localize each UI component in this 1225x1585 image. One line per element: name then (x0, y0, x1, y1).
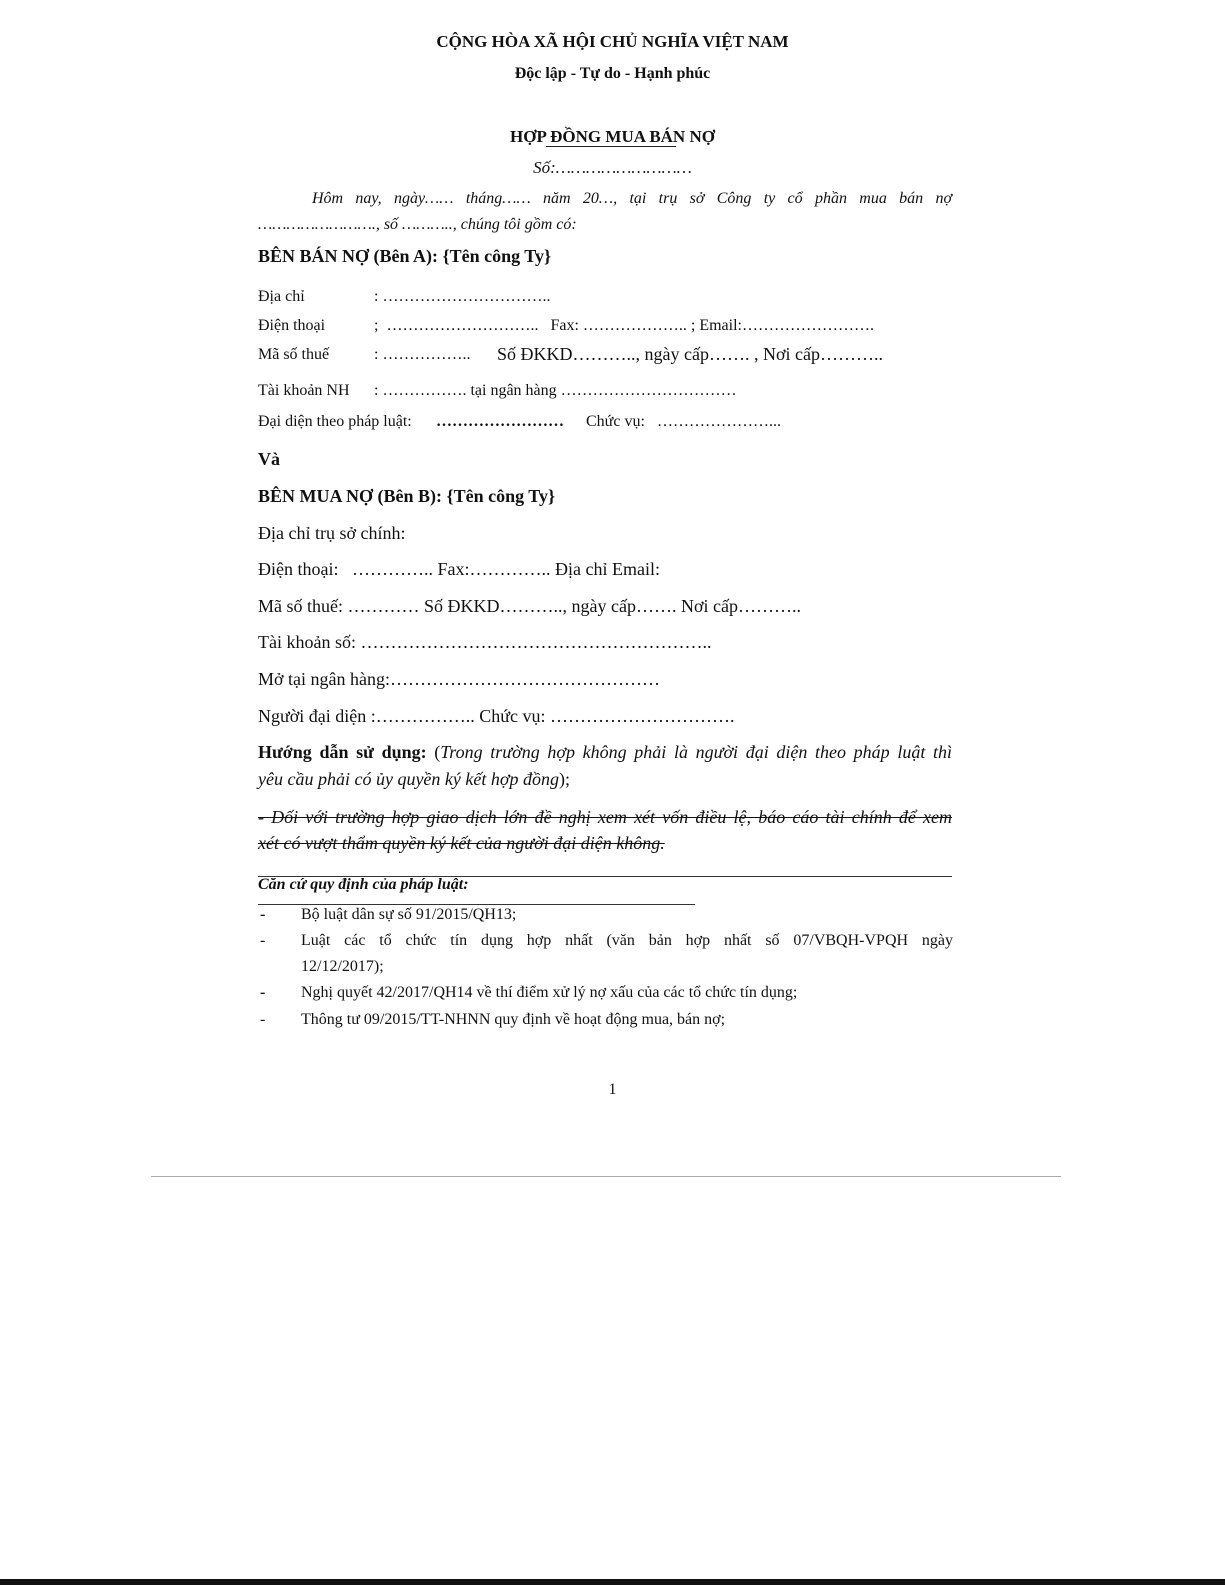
legal-item: Nghị quyết 42/2017/QH14 về thí điểm xử lý nợ xấu của các tổ chức tín dụng; (301, 984, 798, 1001)
legal-item: Luật các tổ chức tín dụng hợp nhất (văn bản hợp nhất số 07/VBQH-VPQH ngày (301, 932, 953, 949)
struck-note-line-2 (258, 833, 665, 854)
legal-item: Bộ luật dân sự số 91/2015/QH13; (301, 906, 517, 923)
usage-guide-line-2 (258, 769, 570, 790)
party-a-tax-value: : …………….. (374, 346, 471, 363)
and-word: Và (258, 449, 280, 469)
struck-note-text-2: xét có vượt thẩm quyền ký kết của người đại diện không. (258, 833, 665, 853)
party-a-business-registration: Số ĐKKD……….., ngày cấp……. , Nơi cấp……….. (497, 344, 883, 364)
contract-number: Số:……………………… (533, 158, 692, 177)
party-a-position-label: Chức vụ: (586, 413, 645, 430)
usage-guide-label: Hướng dẫn sử dụng: (258, 742, 427, 762)
legal-item-dash: - (260, 932, 266, 949)
party-a-phone-value: ; ……………………….. Fax: ……………….. ; Email:……………………. (374, 317, 874, 334)
intro-line-2: ……………………., số ……….., chúng tôi gồm có: (258, 216, 577, 233)
party-a-tax-label: Mã số thuế (258, 346, 330, 363)
legal-basis-heading: Căn cứ quy định của pháp luật: (258, 876, 469, 893)
usage-guide-line-1 (258, 742, 952, 763)
usage-guide-text-1: Trong trường hợp không phải là người đại diện theo pháp luật thì (440, 742, 952, 762)
motto: Độc lập - Tự do - Hạnh phúc (514, 65, 711, 82)
party-a-address-value: : ………………………….. (374, 288, 551, 305)
usage-guide-open-paren: ( (426, 742, 441, 762)
legal-item-continuation: 12/12/2017); (301, 958, 384, 975)
party-b-account: Tài khoản số: ………………………………………………….. (258, 632, 712, 652)
legal-item-dash: - (260, 1011, 266, 1028)
party-a-heading: BÊN BÁN NỢ (Bên A): {Tên công Ty} (258, 246, 552, 266)
document-title: HỢP ĐỒNG MUA BÁN NỢ (510, 127, 715, 146)
party-b-heading: BÊN MUA NỢ (Bên B): {Tên công Ty} (258, 486, 556, 506)
page-separator (151, 1176, 1061, 1177)
bottom-edge (0, 1579, 1225, 1585)
intro-line-1: Hôm nay, ngày…… tháng…… năm 20…, tại trụ sở Công ty cổ phần mua bán nợ (312, 190, 952, 207)
nation-heading: CỘNG HÒA XÃ HỘI CHỦ NGHĨA VIỆT NAM (436, 32, 789, 51)
legal-basis-bottom-rule (258, 904, 695, 905)
struck-note-line-1: - Đối với trường hợp giao dịch lớn đề nghị xem xét vốn điều lệ, báo cáo tài chính để xem (258, 807, 952, 827)
page-number: 1 (608, 1081, 617, 1098)
party-b-tax: Mã số thuế: ………… Số ĐKKD……….., ngày cấp……. Nơi cấp……….. (258, 596, 801, 616)
party-b-representative: Người đại diện :…………….. Chức vụ: …………………………. (258, 706, 735, 726)
legal-item-dash: - (260, 906, 266, 923)
party-b-address: Địa chỉ trụ sở chính: (258, 523, 406, 543)
legal-item-dash: - (260, 984, 266, 1001)
usage-guide-close-paren: ); (559, 769, 570, 789)
legal-item: Thông tư 09/2015/TT-NHNN quy định về hoạt động mua, bán nợ; (301, 1011, 726, 1028)
party-a-position-value: …………………... (657, 413, 781, 430)
usage-guide-text-2: yêu cầu phải có ủy quyền ký kết hợp đồng (258, 769, 559, 789)
party-a-bank-label: Tài khoản NH (258, 382, 350, 399)
party-b-bank: Mở tại ngân hàng:……………………………………… (258, 669, 660, 689)
party-a-rep-value: …………………… (436, 413, 564, 430)
party-a-bank-value: : ……………. tại ngân hàng …………………………… (374, 382, 737, 399)
party-a-rep-label: Đại diện theo pháp luật: (258, 413, 412, 430)
party-b-phone: Điện thoại: ………….. Fax:………….. Địa chỉ Email: (258, 559, 660, 579)
party-a-phone-label: Điện thoại (258, 317, 326, 334)
party-a-address-label: Địa chỉ (258, 288, 305, 305)
title-underline (546, 146, 676, 147)
